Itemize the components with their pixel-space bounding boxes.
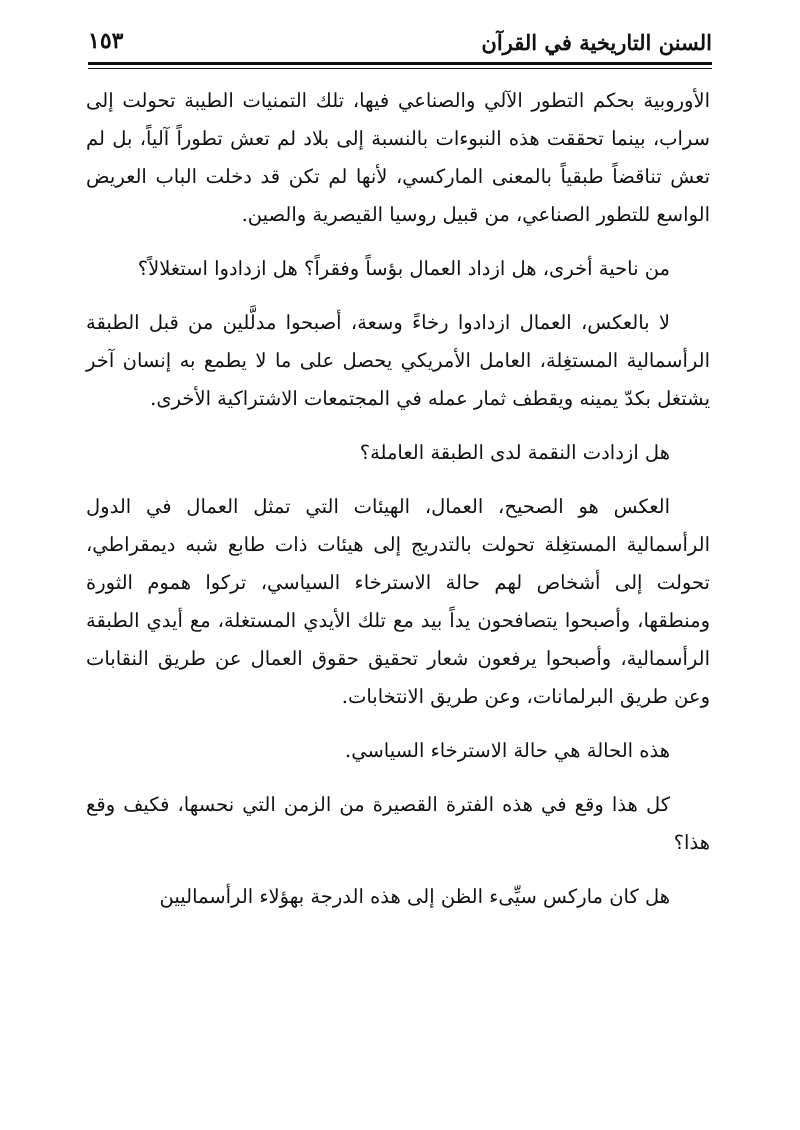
paragraph-2: من ناحية أخرى، هل ازداد العمال بؤساً وفقراً؟ هل ازدادوا استغلالاً؟ <box>137 257 670 280</box>
paragraph-3: لا بالعكس، العمال ازدادوا رخاءً وسعة، أصبحوا مدلَّلين من قبل الطبقة الرأسمالية المستغِلة، العامل الأمريكي يحصل على ما لا يطمع به إنسان آخر يشتغل بكدّ يمينه ويقطف ثمار عمله في المجتمعات الاشتراكية الأخرى. <box>86 311 710 410</box>
page-number: ١٥٣ <box>88 28 124 54</box>
body-text <box>86 82 710 932</box>
paragraph-1: الأوروبية بحكم التطور الآلي والصناعي فيها، تلك التمنيات الطيبة تحولت إلى سراب، بينما تحققت هذه النبوءات بالنسبة إلى بلاد لم تعش تطوراً آلياً، بل لم تعش تناقضاً طبقياً بالمعنى الماركسي، لأنها لم تكن قد دخلت الباب العريض الواسع للتطور الصناعي، من قبيل روسيا القيصرية والصين. <box>86 89 710 226</box>
paragraph-6: هذه الحالة هي حالة الاسترخاء السياسي. <box>345 739 670 762</box>
paragraph-4: هل ازدادت النقمة لدى الطبقة العاملة؟ <box>359 441 670 464</box>
header-rule-thin <box>88 68 712 69</box>
paragraph-5: العكس هو الصحيح، العمال، الهيئات التي تمثل العمال في الدول الرأسمالية المستغِلة تحولت بالتدريج إلى هيئات ذات طابع شبه ديمقراطي، تحولت إلى أشخاص لهم حالة الاسترخاء السياسي، تركوا هموم الثورة ومنطقها، وأصبحوا يتصافحون يداً بيد مع تلك الأيدي المستغلة، مع أيدي الطبقة الرأسمالية، وأصبحوا يرفعون شعار تحقيق حقوق العمال عن طريق النقابات وعن طريق البرلمانات، وعن طريق الانتخابات. <box>86 495 710 708</box>
paragraph-8: هل كان ماركس سيِّىء الظن إلى هذه الدرجة بهؤلاء الرأسماليين <box>159 885 670 908</box>
page-header <box>88 26 712 60</box>
paragraph-7: كل هذا وقع في هذه الفترة القصيرة من الزمن التي نحسها، فكيف وقع هذا؟ <box>86 793 710 854</box>
running-head: السنن التاريخية في القرآن <box>481 30 712 55</box>
header-rule-thick <box>88 62 712 65</box>
